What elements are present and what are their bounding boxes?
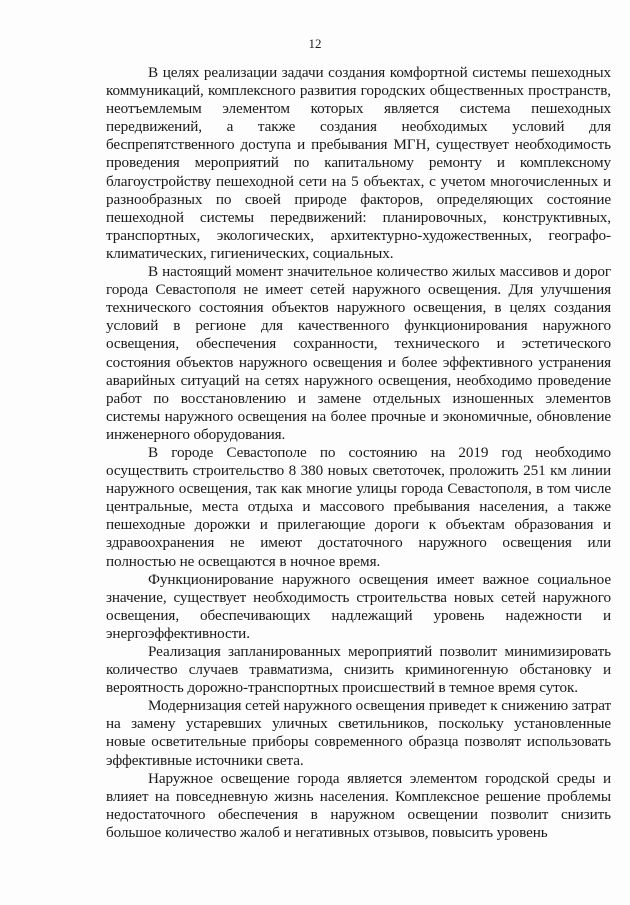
paragraph-pedestrian-system: В целях реализации задачи создания комфортной системы пешеходных коммуникаций, комплексного развития городских общественных пространств, неотъемлемым элементом которых является система пешеходных передвижений, а также создания необходимых условий для беспрепятственного доступа и пребывания МГН, существует необходимость проведения мероприятий по капитальному ремонту и комплексному благоустройству пешеходной сети на 5 объектах, с учетом многочисленных и разнообразных по своей природе факторов, определяющих состояние пешеходной системы передвижений: планировочных, конструктивных, транспортных, экологических, архитектурно-художественных, географо-климатических, гигиенических, социальных.	[106, 64, 611, 262]
paragraph-social-importance: Функционирование наружного освещения имеет важное социальное значение, существует необходимость строительства новых сетей наружного освещения, обеспечивающих надлежащий уровень надежности и энергоэффективности.	[106, 570, 611, 642]
paragraph-lighting-needs-2019: В городе Севастополе по состоянию на 2019 год необходимо осуществить строительство 8 380 новых светоточек, проложить 251 км линии наружного освещения, так как многие улицы города Севастополя, в том числе центральные, места отдыха и массового пребывания населения, а также пешеходные дорожки и прилегающие дороги к объектам образования и здравоохранения не имеют достаточного наружного освещения или полностью не освещаются в ночное время.	[106, 443, 611, 570]
paragraph-expected-results: Реализация запланированных мероприятий позволит минимизировать количество случаев травматизма, снизить криминогенную обстановку и вероятность дорожно-транспортных происшествий в темное время суток.	[106, 643, 611, 697]
paragraph-modernization: Модернизация сетей наружного освещения приведет к снижению затрат на замену устаревших уличных светильников, поскольку установленные новые осветительные приборы современного образца позволят использовать эффективные источники света.	[106, 697, 611, 769]
page-number: 12	[308, 36, 322, 51]
paragraph-street-lighting-state: В настоящий момент значительное количество жилых массивов и дорог города Севастополя не имеет сетей наружного освещения. Для улучшения технического состояния объектов наружного освещения, в целях создания условий в регионе для качественного функционирования наружного освещения, обеспечения сохранности, технического и эстетического состояния объектов наружного освещения и более эффективного устранения аварийных ситуаций на сетях наружного освещения, необходимо проведение работ по восстановлению и замене отдельных изношенных элементов системы наружного освещения на более прочные и экономичные, обновление инженерного оборудования.	[106, 263, 611, 443]
paragraph-urban-environment: Наружное освещение города является элементом городской среды и влияет на повседневную жизнь населения. Комплексное решение проблемы недостаточного обеспечения в наружном освещении позволит снизить большое количество жалоб и негативных отзывов, повысить уровень	[106, 769, 611, 841]
body-text	[106, 64, 611, 842]
